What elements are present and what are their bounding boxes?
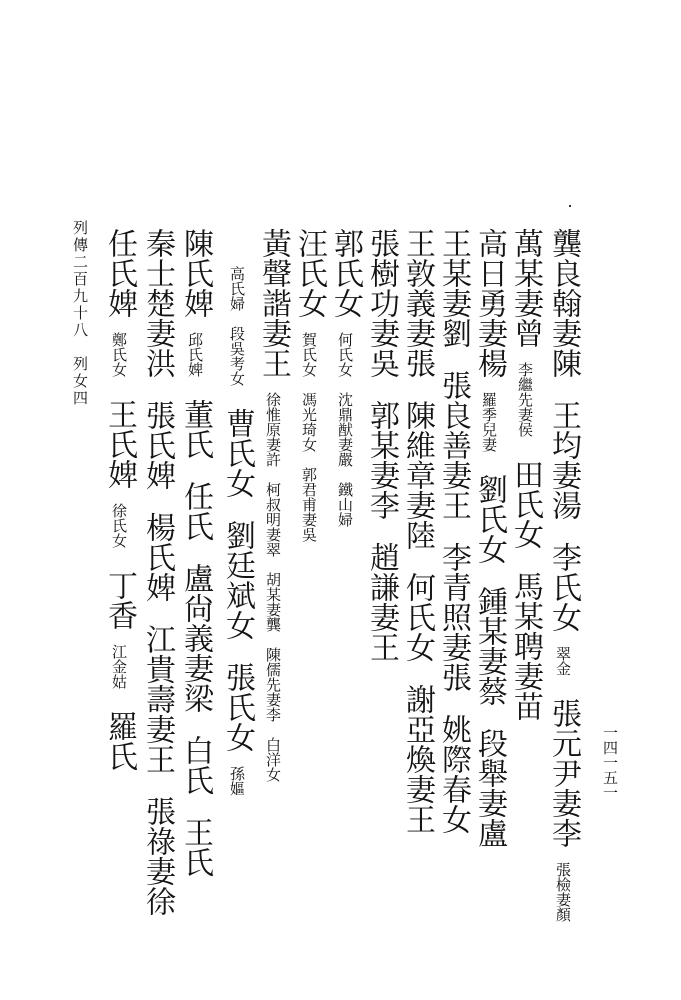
entry-column [220, 266, 255, 796]
entry-title: 謝亞煥妻王 [400, 684, 435, 834]
entry-title: 張樹功妻吳 [364, 228, 399, 378]
entry-title: 田氏女 [508, 459, 543, 549]
entry-column [140, 228, 175, 916]
entry-column [256, 228, 291, 782]
entry-title: 王敦義妻張 [400, 228, 435, 378]
entry-subnote: 高氏婦 段吳考女 [228, 266, 246, 386]
entry-title: 郭某妻李 [364, 400, 399, 520]
entry-title: 羅氏 [102, 711, 137, 771]
entry-title: 楊氏婢 [140, 512, 175, 602]
entry-title: 江貴壽妻王 [140, 624, 175, 774]
entry-title: 張元尹妻李 [546, 698, 581, 848]
entry-column [102, 228, 137, 771]
entry-title: 張氏婢 [140, 400, 175, 490]
entry-column [508, 228, 543, 721]
entry-title: 張良善妻王 [436, 370, 471, 520]
entry-title: 萬某妻曾 [508, 228, 543, 348]
entry-title: 高日勇妻楊 [472, 228, 507, 378]
entry-title: 丁香 [102, 570, 137, 630]
entry-title: 王某妻劉 [436, 228, 471, 348]
entry-title: 任氏婢 [102, 228, 137, 318]
entry-title: 馬某聘妻苗 [508, 571, 543, 721]
entry-title: 曹氏女 [220, 408, 255, 498]
entry-title: 姚際春女 [436, 714, 471, 834]
entry-subnote: 鄭氏女 [110, 332, 128, 377]
entry-title: 黃聲諧妻王 [256, 228, 291, 378]
entry-subnote: 羅季兒妻 [480, 392, 498, 452]
entry-title: 陳維章妻陸 [400, 400, 435, 550]
entry-title: 趙謙妻王 [364, 542, 399, 662]
entry-column [364, 228, 399, 662]
entry-subnote: 張檢妻顏 [554, 862, 572, 922]
entry-title: 何氏女 [400, 572, 435, 662]
entry-title: 張祿妻徐 [140, 796, 175, 916]
entry-column [400, 228, 435, 834]
entry-title: 段舉妻盧 [472, 728, 507, 848]
entry-subnote: 徐氏女 [110, 503, 128, 548]
entry-title: 劉氏女 [472, 474, 507, 564]
entry-title: 汪氏女 [292, 228, 327, 318]
entry-column [546, 228, 581, 922]
entry-title: 李氏女 [546, 542, 581, 632]
entry-title: 龔良翰妻陳 [546, 228, 581, 378]
running-header-chapter: 列傳二百九十八 列女四 [71, 220, 89, 407]
entry-subnote: 徐惟原妻許 柯叔明妻翠 胡某妻龔 陳儒先妻李 白洋女 [264, 392, 282, 782]
entry-subnote: 江金姑 [110, 644, 128, 689]
entry-title: 鍾某妻蔡 [472, 586, 507, 706]
entry-subnote: 何氏女 沈鼎猷妻嚴 鐵山婦 [336, 332, 354, 527]
entry-column [472, 228, 507, 848]
entry-title: 盧尙義妻梁 [178, 563, 213, 713]
entry-title: 任氏 [178, 481, 213, 541]
entry-title: 李青照妻張 [436, 542, 471, 692]
entry-column [436, 228, 471, 834]
entry-title: 王氏婢 [102, 399, 137, 489]
entry-subnote: 賀氏女 馮光琦女 郭君甫妻吳 [300, 332, 318, 542]
page-number: 一四一五一 [601, 725, 619, 800]
ink-speck [569, 205, 571, 207]
entry-title: 王氏 [178, 817, 213, 877]
entry-subnote: 孫嫗 [228, 766, 246, 796]
entry-subnote: 邱氏婢 [186, 332, 204, 377]
entry-column [178, 228, 213, 877]
entry-title: 董氏 [178, 399, 213, 459]
entry-title: 王均妻湯 [546, 400, 581, 520]
entry-column [328, 228, 363, 527]
entry-subnote: 翠金 [554, 646, 572, 676]
entry-column [292, 228, 327, 542]
entry-title: 郭氏女 [328, 228, 363, 318]
entry-title: 陳氏婢 [178, 228, 213, 318]
entry-title: 白氏 [178, 735, 213, 795]
entry-title: 張氏女 [220, 662, 255, 752]
entry-title: 劉廷斌女 [220, 520, 255, 640]
entry-subnote: 李繼先妻侯 [516, 362, 534, 437]
entry-title: 秦士楚妻洪 [140, 228, 175, 378]
